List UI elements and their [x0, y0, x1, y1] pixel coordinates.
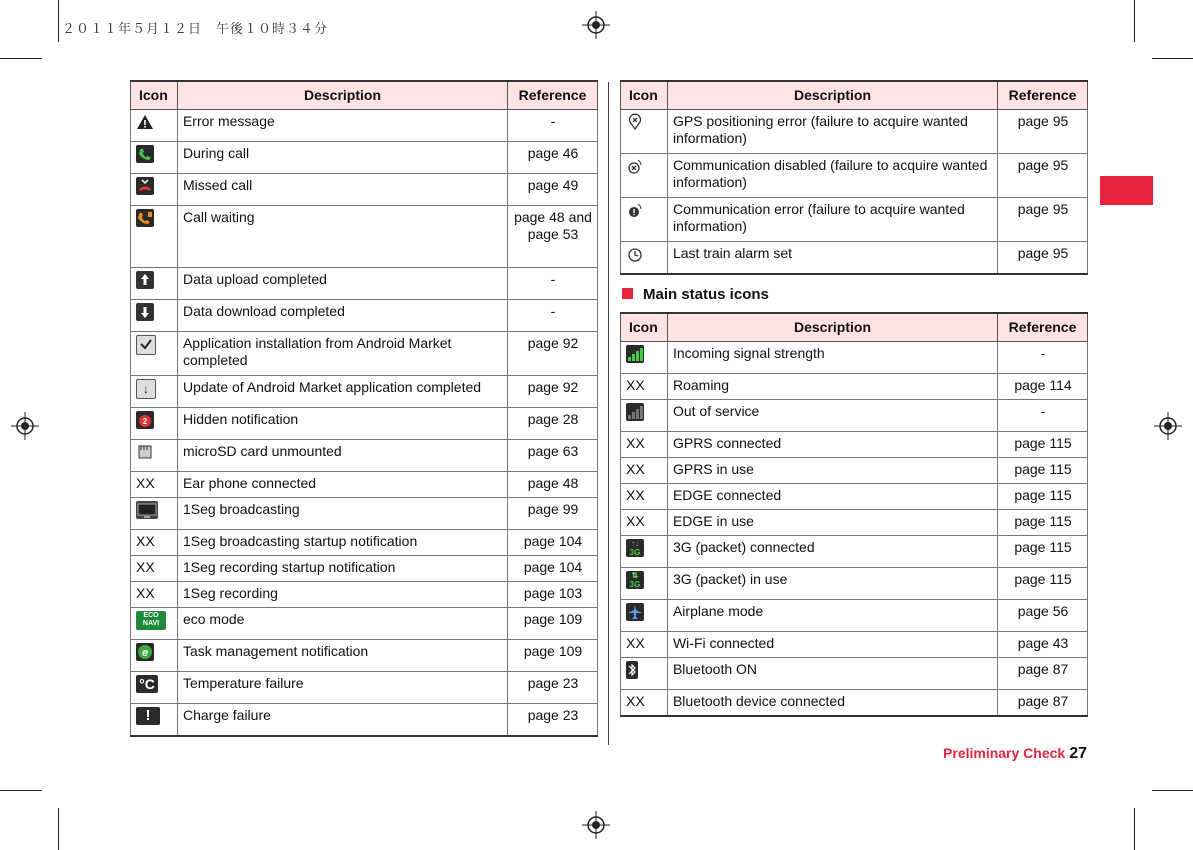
col-header-reference: Reference — [998, 313, 1088, 342]
table-row: Data download completed - — [131, 300, 598, 332]
right-top-icon-table — [620, 80, 1088, 275]
col-header-reference: Reference — [998, 81, 1088, 110]
section-heading: Main status icons — [622, 286, 769, 303]
3g-in-use-icon: ⇅ 3G — [626, 571, 644, 589]
table-row: Application installation from Android Market completed page 92 — [131, 332, 598, 376]
charge-failure-icon: ! — [136, 707, 160, 725]
table-row: XX EDGE connected page 115 — [621, 484, 1088, 510]
table-row: 2 Hidden notification page 28 — [131, 408, 598, 440]
market-install-icon — [136, 335, 156, 355]
market-update-icon: ↓ — [136, 379, 156, 399]
crop-mark — [0, 790, 42, 791]
page-number: 27 — [1069, 745, 1087, 762]
col-header-description: Description — [667, 313, 997, 342]
3g-connected-icon: ↑↓ 3G — [626, 539, 644, 557]
table-row: Call waiting page 48 and page 53 — [131, 206, 598, 268]
phone-call-icon — [136, 145, 154, 163]
column-divider — [608, 82, 609, 745]
table-row: °C Temperature failure page 23 — [131, 672, 598, 704]
col-header-icon: Icon — [621, 313, 668, 342]
crop-mark — [1152, 790, 1193, 791]
crop-mark — [58, 808, 59, 850]
communication-disabled-icon — [626, 157, 644, 175]
gps-error-icon — [626, 113, 644, 131]
table-row: XX 1Seg broadcasting startup notification page 104 — [131, 530, 598, 556]
table-row: XX Roaming page 114 — [621, 374, 1088, 400]
airplane-mode-icon — [626, 603, 644, 621]
warning-icon — [136, 113, 154, 131]
call-waiting-icon — [136, 209, 154, 227]
square-bullet-icon — [622, 288, 633, 299]
eco-navi-icon: ECO NAVI — [136, 611, 166, 630]
communication-error-icon — [626, 201, 644, 219]
table-row: Missed call page 49 — [131, 174, 598, 206]
col-header-icon: Icon — [621, 81, 668, 110]
table-row: GPS positioning error (failure to acquire wanted information) page 95 — [621, 110, 1088, 154]
table-row: Communication disabled (failure to acquire wanted information) page 95 — [621, 154, 1088, 198]
svg-text:2: 2 — [142, 417, 148, 426]
crop-mark — [0, 58, 42, 59]
table-row: Incoming signal strength - — [621, 342, 1088, 374]
alarm-clock-icon — [626, 245, 644, 263]
table-row: Airplane mode page 56 — [621, 600, 1088, 632]
table-row: During call page 46 — [131, 142, 598, 174]
table-row: microSD card unmounted page 63 — [131, 440, 598, 472]
page-footer — [943, 745, 1087, 763]
table-row: ↑↓ 3G 3G (packet) connected page 115 — [621, 536, 1088, 568]
col-header-reference: Reference — [508, 81, 598, 110]
table-row: Out of service - — [621, 400, 1088, 432]
table-row: XX 1Seg recording page 103 — [131, 582, 598, 608]
task-manager-icon — [136, 643, 154, 661]
col-header-icon: Icon — [131, 81, 178, 110]
col-header-description: Description — [667, 81, 997, 110]
registration-mark-icon — [582, 811, 610, 839]
footer-chapter-label: Preliminary Check — [943, 745, 1066, 761]
registration-mark-icon — [1154, 412, 1182, 440]
tv-icon — [136, 501, 158, 519]
crop-mark — [1134, 0, 1135, 42]
table-row: ⇅ 3G 3G (packet) in use page 115 — [621, 568, 1088, 600]
table-row: XX GPRS connected page 115 — [621, 432, 1088, 458]
table-row: Last train alarm set page 95 — [621, 242, 1088, 274]
download-icon — [136, 303, 154, 321]
chapter-tab — [1100, 176, 1153, 205]
table-row: XX Ear phone connected page 48 — [131, 472, 598, 498]
table-row: Bluetooth ON page 87 — [621, 658, 1088, 690]
table-row: 1Seg broadcasting page 99 — [131, 498, 598, 530]
print-timestamp: ２０１１年５月１２日 午後１０時３４分 — [62, 22, 329, 37]
registration-mark-icon — [582, 11, 610, 39]
upload-icon — [136, 271, 154, 289]
table-row: XX Bluetooth device connected page 87 — [621, 690, 1088, 716]
sd-card-icon — [136, 443, 154, 461]
temperature-icon: °C — [136, 675, 158, 693]
table-row: XX Wi-Fi connected page 43 — [621, 632, 1088, 658]
table-row: ECO NAVI eco mode page 109 — [131, 608, 598, 640]
table-row: ! Charge failure page 23 — [131, 704, 598, 736]
table-row: Data upload completed - — [131, 268, 598, 300]
crop-mark — [58, 0, 59, 42]
svg-text:e: e — [141, 647, 149, 659]
signal-strength-icon — [626, 345, 644, 363]
col-header-description: Description — [177, 81, 507, 110]
table-row: ↓ Update of Android Market application completed page 92 — [131, 376, 598, 408]
bluetooth-icon — [626, 661, 638, 679]
table-row: XX GPRS in use page 115 — [621, 458, 1088, 484]
main-status-icon-table — [620, 312, 1088, 717]
missed-call-icon — [136, 177, 154, 195]
table-row: XX EDGE in use page 115 — [621, 510, 1088, 536]
crop-mark — [1152, 58, 1193, 59]
table-row: e Task management notification page 109 — [131, 640, 598, 672]
table-row: Error message - — [131, 110, 598, 142]
left-icon-table — [130, 80, 598, 737]
no-signal-icon — [626, 403, 644, 421]
table-row: XX 1Seg recording startup notification page 104 — [131, 556, 598, 582]
table-row: Communication error (failure to acquire wanted information) page 95 — [621, 198, 1088, 242]
registration-mark-icon — [11, 412, 39, 440]
hidden-notification-icon — [136, 411, 154, 429]
crop-mark — [1134, 808, 1135, 850]
